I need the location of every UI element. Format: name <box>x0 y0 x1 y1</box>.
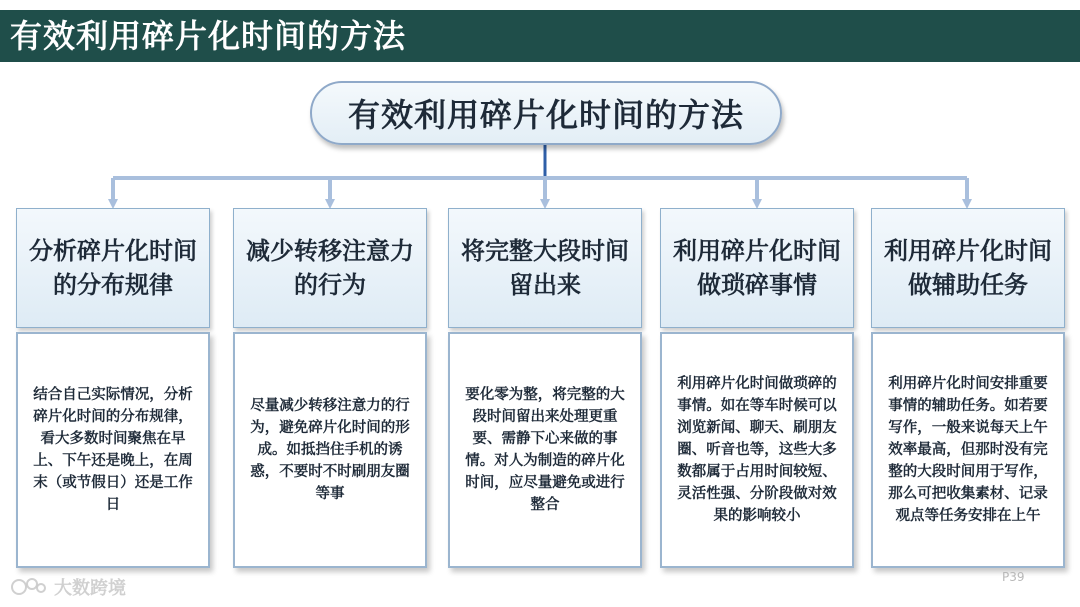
root-node <box>310 81 782 145</box>
branch-body <box>233 332 427 568</box>
branch-header <box>660 208 854 328</box>
page-number: P39 <box>1002 570 1025 584</box>
branch-header <box>871 208 1065 328</box>
branch-text: 尽量减少转移注意力的行为，避免碎片化时间的形成。如抵挡住手机的诱惑，不要时不时刷朋友圈等事 <box>250 398 410 502</box>
branch-text: 结合自己实际情况，分析碎片化时间的分布规律，看大多数时间聚焦在早上、下午还是晚上，在周末（或节假日）还是工作日 <box>33 387 193 513</box>
branch-card-3 <box>448 208 642 513</box>
branch-body <box>660 332 854 568</box>
branch-title: 分析碎片化时间的分布规律 <box>29 237 197 299</box>
branch-body <box>448 332 642 568</box>
watermark <box>10 574 126 600</box>
branch-text: 要化零为整，将完整的大段时间留出来处理更重要、需静下心来做的事情。对人为制造的碎片化时间，应尽量避免或进行整合 <box>465 387 625 513</box>
branch-card-1 <box>16 208 210 513</box>
branch-text: 利用碎片化时间安排重要事情的辅助任务。如若要写作，一般来说每天上午效率最高，但那时没有完整的大段时间用于写作，那么可把收集素材、记录观点等任务安排在上午 <box>888 376 1048 524</box>
branch-header <box>233 208 427 328</box>
branch-title: 减少转移注意力的行为 <box>246 237 414 299</box>
branch-body <box>16 332 210 568</box>
branch-title: 利用碎片化时间做辅助任务 <box>884 237 1052 299</box>
branch-header <box>16 208 210 328</box>
branch-header <box>448 208 642 328</box>
branch-card-2 <box>233 208 427 502</box>
watermark-text: 大数跨境 <box>54 578 126 599</box>
branch-text: 利用碎片化时间做琐碎的事情。如在等车时候可以浏览新闻、聊天、刷朋友圈、听音也等，这些大多数都属于占用时间较短、灵活性强、分阶段做对效果的影响较小 <box>677 376 837 524</box>
root-node-label: 有效利用碎片化时间的方法 <box>347 96 744 134</box>
watermark-logo-icon <box>10 576 48 598</box>
branch-card-5 <box>871 208 1065 524</box>
branch-body <box>871 332 1065 568</box>
branch-title: 利用碎片化时间做琐碎事情 <box>673 237 841 299</box>
branch-card-4 <box>660 208 854 524</box>
page-title: 有效利用碎片化时间的方法 <box>10 17 407 55</box>
branch-title: 将完整大段时间留出来 <box>461 237 629 299</box>
